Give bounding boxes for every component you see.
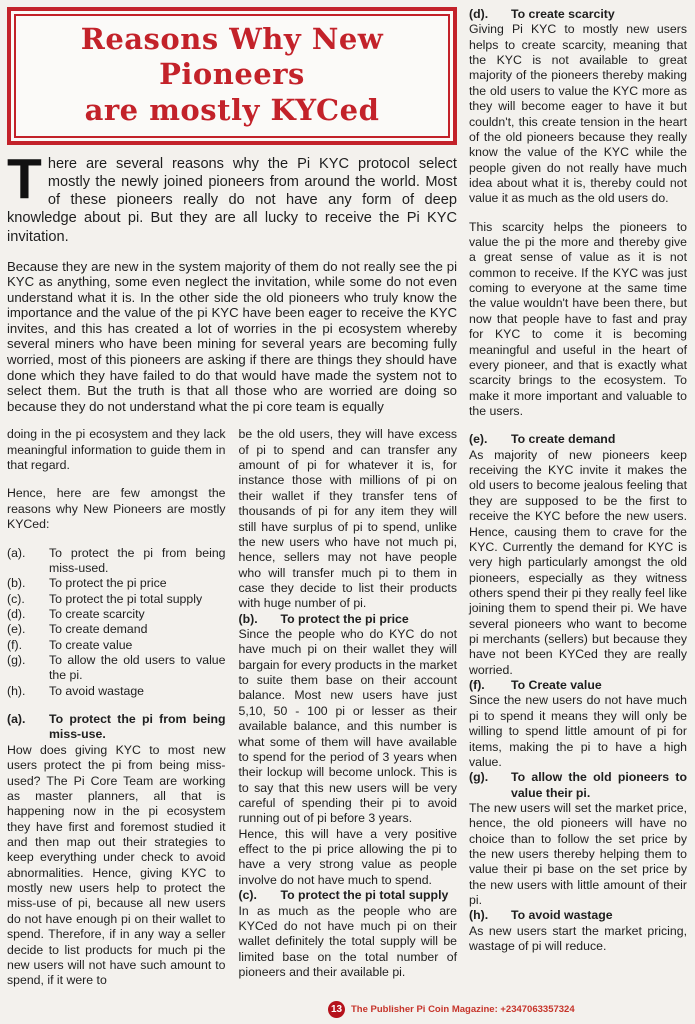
list-marker: (c). [7,591,25,606]
section-heading-text: To allow the old pioneers to value their pi. [511,770,687,800]
section-heading-text: To protect the pi price [280,611,409,626]
column-middle [239,427,458,988]
list-item [7,546,226,577]
section-heading-text: To create demand [511,432,616,447]
section-marker: (d). [469,7,489,21]
page-footer [328,1001,575,1018]
intro-paragraph-2: Because they are new in the system majority of them do not really see the pi KYC as anything, some even neglect the invitation, while some do not even understand what it is. In the other side the old pioneers who truly know the importance and the value of the pi KYC have been eager to receive the KYC invites, and this has created a lot of worries in the pi ecosystem whereby several miners who have been mining for several years are becoming fully worried, most of this pioneers are asking if there are things they should have done which they have failed to do that would have made the system not to select them. But the truth is that all those who are worried are doing so because they do not understand what the pi core team is equally [7,258,457,414]
section-c-body: In as much as the people who are KYCed do not have much pi on their wallet definitely the total supply will be limited base on the total number of pioneers and their available pi. [238,903,457,979]
list-text: To create value [49,637,133,652]
section-a-heading [7,712,226,743]
list-text: To allow the old users to value the pi. [49,653,226,683]
section-marker: (b). [238,611,258,626]
list-marker: (d). [7,606,26,621]
list-marker: (h). [7,683,26,698]
list-marker: (g). [7,653,26,668]
left-paragraph-1: doing in the pi ecosystem and they lack meaningful information to guide them in that regard. [7,427,226,473]
list-item [7,684,226,699]
page-title-line-1: Reasons Why New Pioneers [80,22,384,92]
list-text: To avoid wastage [49,683,145,698]
section-marker: (e). [469,432,488,447]
section-marker: (h). [469,908,489,923]
section-marker: (g). [469,770,489,785]
section-b-heading [239,612,458,627]
section-h-heading [469,908,687,923]
list-text: To create demand [49,622,148,637]
publisher-line: The Publisher Pi Coin Magazine: +2347063357324 [351,1004,575,1015]
section-b-body-1: Since the people who do KYC do not have much pi on their wallet they will bargain for every products in the market to suite them base on their account balance. Most new users have just 5,10, 50 - 100 pi or lesser as their available balance, and this number is what some of them will have available to spend for the period of 3 years when their lockup will become unlock. This is to say that this new users will be very careful of spending their pi to avoid running out of pi before 3 years. [238,627,457,826]
list-marker: (f). [7,637,23,652]
section-heading-text: To Create value [511,678,602,693]
section-b-body-2: Hence, this will have a very positive effect to the pi price allowing the pi to have a very strong value as people involve do not have much to spend. [238,826,457,887]
list-item [7,653,226,684]
intro-paragraph-1-text: here are several reasons why the Pi KYC protocol select mostly the newly joined pioneers from around the world. Most of these pioneers really do not have any form of deep knowledge about pi. But they are all lucky to receive the Pi KYC invitation. [7,156,457,245]
section-g-body: The new users will set the market price, hence, the old pioneers will have no choice than to follow the set price by the new users thereby helping them to value their pi base on the set price by the new users with little amount of their pi. [469,800,687,908]
article-title-inner-frame [14,14,450,138]
section-heading-text: To avoid wastage [511,908,613,923]
section-e-body: As majority of new pioneers keep receiving the KYC invite it makes the old users to become jealous feeling that they are supposed to be the first to receive the KYC before the new users. Hence, causing them to crave for the KYC. Currently the demand for KYC is very high particularly amongst the old pioneers, especially as they witness others spend their pi they really feel like joining them to spend their pi. We have several pioneers who want to become pi merchants (sellers) but because they have not been KYCed they are really worried. [469,447,687,677]
list-marker: (a). [7,545,26,560]
article-title-box [7,7,457,145]
section-heading-text: To protect the pi total supply [280,888,449,903]
list-marker: (b). [7,576,26,591]
section-c-heading [239,888,458,903]
column-left [7,427,226,988]
list-item [7,592,226,607]
section-d-body-2: This scarcity helps the pioneers to value the pi the more and thereby give a great sense of value as it is not common to receive. If the KYC was just coming to everyone at the same time the value wouldn't have been there, but now that people have to fast and pray for KYC to come it is becoming meaningful and useful in the heart of every pioneer, and that is exactly what scarcity brings to the ecosystem. To make it more important and valuable to the users. [469,219,687,418]
section-f-body: Since the new users do not have much pi to spend it means they will only be willing to spend little amount of pi for items, making the pi to have a high value. [469,693,687,769]
section-marker: (f). [469,678,485,693]
section-h-body: As new users start the market pricing, wastage of pi will reduce. [469,923,687,954]
two-column-area [7,427,457,988]
list-text: To protect the pi price [49,576,167,591]
section-d-body-1: Giving Pi KYC to mostly new users helps to create scarcity, meaning that the KYC is not available to great majority of the pioneers thereby making the old users to value the KYC more as they will become eager to have it but couldn't, this create tension in the heart of the old pioneers because they really know the value of the KYC while the people given do not really have much idea about what it is, thereby could not value it as much as the old users do. [469,22,687,206]
section-a-body: How does giving KYC to most new users protect the pi from being miss-used? The Pi Core Team are working as master planners, all that is happening now in the pi ecosystem they have first and foremost studied it and then map out their strategies to keep everything under check to avoid abnormalities. Hence, giving KYC to mostly new users help to protect the miss-use of pi, because all new users do not have enough pi on their wallet to spend. Therefore, if in any way a seller decide to list products for much pi the new users will not have such amount to spend, if it were to [7,742,226,988]
middle-paragraph-1: be the old users, they will have excess of pi to spend and can transfer any amount of pi for whatever it is, for instance those with millions of pi on their wallet if they transfer tens of thousands of pi for any item they will still have surplus of pi to spend, unlike the new users who have not much pi, hence, sellers may not have people who will transfer much pi to them in case they decide to list their products with huge number of pi. [238,427,457,611]
left-paragraph-2: Hence, here are few amongst the reasons why New Pioneers are mostly KYCed: [7,486,226,532]
section-e-heading [469,432,687,447]
list-text: To protect the pi from being miss-used. [49,545,226,575]
list-text: To create scarcity [49,606,145,621]
main-article-area [7,7,457,989]
section-heading-text: To protect the pi from being miss-use. [49,712,226,742]
list-item [7,638,226,653]
section-f-heading [469,678,687,693]
reasons-list [7,546,226,700]
list-marker: (e). [7,622,26,637]
list-item [7,607,226,622]
list-item [7,576,226,591]
intro-paragraph-1 [7,147,457,245]
drop-cap: T [7,147,42,212]
page-number-badge: 13 [328,1001,345,1018]
section-heading-text: To create scarcity [511,7,615,21]
column-right [469,7,687,989]
page-title-line-2: are mostly KYCed [84,92,380,127]
section-marker: (a). [7,712,26,727]
section-marker: (c). [238,888,257,903]
list-item [7,622,226,637]
section-d-heading [469,7,687,22]
section-g-heading [469,770,687,801]
list-text: To protect the pi total supply [49,591,203,606]
